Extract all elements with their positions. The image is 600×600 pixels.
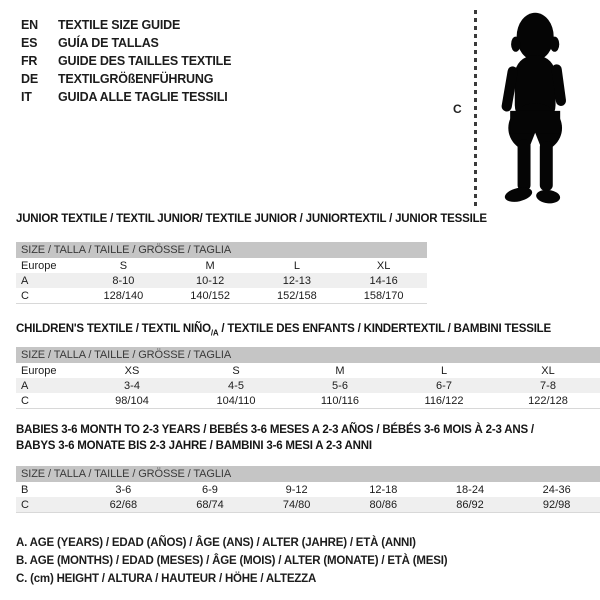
language-code: FR — [21, 54, 38, 68]
row-label: C — [21, 498, 29, 511]
table-row — [16, 378, 600, 393]
language-code: IT — [21, 90, 32, 104]
legend-footnotes — [16, 537, 447, 591]
table-cell: 62/68 — [109, 498, 138, 511]
table-cell: 24-36 — [542, 483, 571, 496]
row-label: Europe — [21, 259, 57, 272]
footnote-c: C. (cm) HEIGHT / ALTURA / HAUTEUR / HÖHE / ALTEZZA — [16, 573, 317, 585]
table-cell: 122/128 — [528, 394, 568, 407]
table-cell: 6-7 — [436, 379, 452, 392]
table-cell: 92/98 — [542, 498, 571, 511]
table-cell: XL — [541, 364, 555, 377]
list-item — [21, 70, 231, 88]
guide-title: TEXTILE SIZE GUIDE — [58, 18, 181, 32]
table-row — [16, 288, 427, 303]
table-cell: 5-6 — [332, 379, 348, 392]
row-label: A — [21, 379, 29, 392]
row-label: C — [21, 289, 29, 302]
language-code: EN — [21, 18, 38, 32]
table-cell: 14-16 — [369, 274, 398, 287]
size-header-label: SIZE / TALLA / TAILLE / GRÖSSE / TAGLIA — [21, 349, 232, 361]
junior-table-title: JUNIOR TEXTILE / TEXTIL JUNIOR/ TEXTILE JUNIOR / JUNIORTEXTIL / JUNIOR TESSILE — [16, 213, 487, 225]
baby-silhouette-image — [487, 8, 575, 208]
table-row — [16, 258, 427, 273]
size-header-label: SIZE / TALLA / TAILLE / GRÖSSE / TAGLIA — [21, 468, 232, 480]
table-cell: S — [232, 364, 240, 377]
table-cell: 12-18 — [369, 483, 398, 496]
table-cell: 12-13 — [282, 274, 311, 287]
table-cell: 104/110 — [216, 394, 256, 407]
size-header-row — [16, 466, 600, 482]
footnote-b: B. AGE (MONTHS) / EDAD (MESES) / ÂGE (MOIS) / ALTER (MONATE) / ETÀ (MESI) — [16, 555, 448, 567]
table-cell: L — [440, 364, 448, 377]
table-cell: 86/92 — [456, 498, 484, 511]
table-cell: M — [335, 364, 345, 377]
row-label: A — [21, 274, 29, 287]
table-cell: 7-8 — [540, 379, 556, 392]
height-measure-dashed-line — [474, 10, 477, 206]
row-label: C — [21, 394, 29, 407]
language-header-list — [21, 16, 231, 106]
children-size-table — [16, 347, 600, 409]
language-code: ES — [21, 36, 38, 50]
table-cell: L — [293, 259, 300, 272]
size-header-row — [16, 242, 427, 258]
title-text: CHILDREN'S TEXTILE / TEXTIL NIÑO — [16, 323, 211, 335]
table-cell: 4-5 — [228, 379, 244, 392]
guide-title: GUÍA DE TALLAS — [58, 36, 159, 50]
title-subscript: /A — [210, 328, 219, 338]
table-row — [16, 273, 427, 288]
table-cell: XS — [124, 364, 140, 377]
table-cell: 116/122 — [424, 394, 464, 407]
table-cell: 110/116 — [320, 394, 360, 407]
list-item — [21, 52, 231, 70]
title-text: / TEXTILE DES ENFANTS / KINDERTEXTIL / BAMBINI TESSILE — [218, 323, 551, 335]
size-header-row — [16, 347, 600, 363]
height-measure-label: C — [453, 102, 462, 116]
table-cell: 6-9 — [202, 483, 218, 496]
babies-table-title-line2: BABYS 3-6 MONATE BIS 2-3 JAHRE / BAMBINI 3-6 MESI A 2-3 ANNI — [16, 440, 372, 452]
guide-title: TEXTILGRÖßENFÜHRUNG — [58, 72, 214, 86]
babies-table-title-line1: BABIES 3-6 MONTH TO 2-3 YEARS / BEBÉS 3-6 MESES A 2-3 AÑOS / BÉBÉS 3-6 MOIS À 2-3 ANS / — [16, 424, 534, 436]
language-code: DE — [21, 72, 38, 86]
table-cell: 158/170 — [363, 289, 404, 302]
list-item — [21, 34, 231, 52]
row-label: Europe — [21, 364, 57, 377]
table-cell: 9-12 — [285, 483, 308, 496]
table-cell: S — [119, 259, 128, 272]
table-cell: M — [205, 259, 215, 272]
table-row — [16, 482, 600, 497]
table-row — [16, 497, 600, 512]
row-label: B — [21, 483, 29, 496]
table-cell: 18-24 — [455, 483, 485, 496]
table-cell: 8-10 — [112, 274, 135, 287]
guide-title: GUIDE DES TAILLES TEXTILE — [58, 54, 232, 68]
table-cell: 152/158 — [276, 289, 317, 302]
guide-title: GUIDA ALLE TAGLIE TESSILI — [58, 90, 228, 104]
table-cell: 10-12 — [196, 274, 225, 287]
footnote-a: A. AGE (YEARS) / EDAD (AÑOS) / ÂGE (ANS) / ALTER (JAHRE) / ETÀ (ANNI) — [16, 537, 416, 549]
babies-size-table — [16, 466, 600, 513]
table-cell: 128/140 — [103, 289, 144, 302]
table-cell: 3-4 — [124, 379, 140, 392]
table-cell: 3-6 — [115, 483, 132, 496]
list-item — [21, 88, 231, 106]
table-row — [16, 393, 600, 408]
table-cell: 98/104 — [115, 394, 149, 407]
table-cell: 74/80 — [282, 498, 311, 511]
children-table-title — [16, 323, 551, 337]
table-cell: 80/86 — [369, 498, 398, 511]
list-item — [21, 16, 231, 34]
table-cell: 68/74 — [196, 498, 224, 511]
size-header-label: SIZE / TALLA / TAILLE / GRÖSSE / TAGLIA — [21, 244, 232, 256]
table-cell: 140/152 — [190, 289, 230, 302]
table-cell: XL — [376, 259, 391, 272]
table-row — [16, 363, 600, 378]
junior-size-table — [16, 242, 427, 304]
